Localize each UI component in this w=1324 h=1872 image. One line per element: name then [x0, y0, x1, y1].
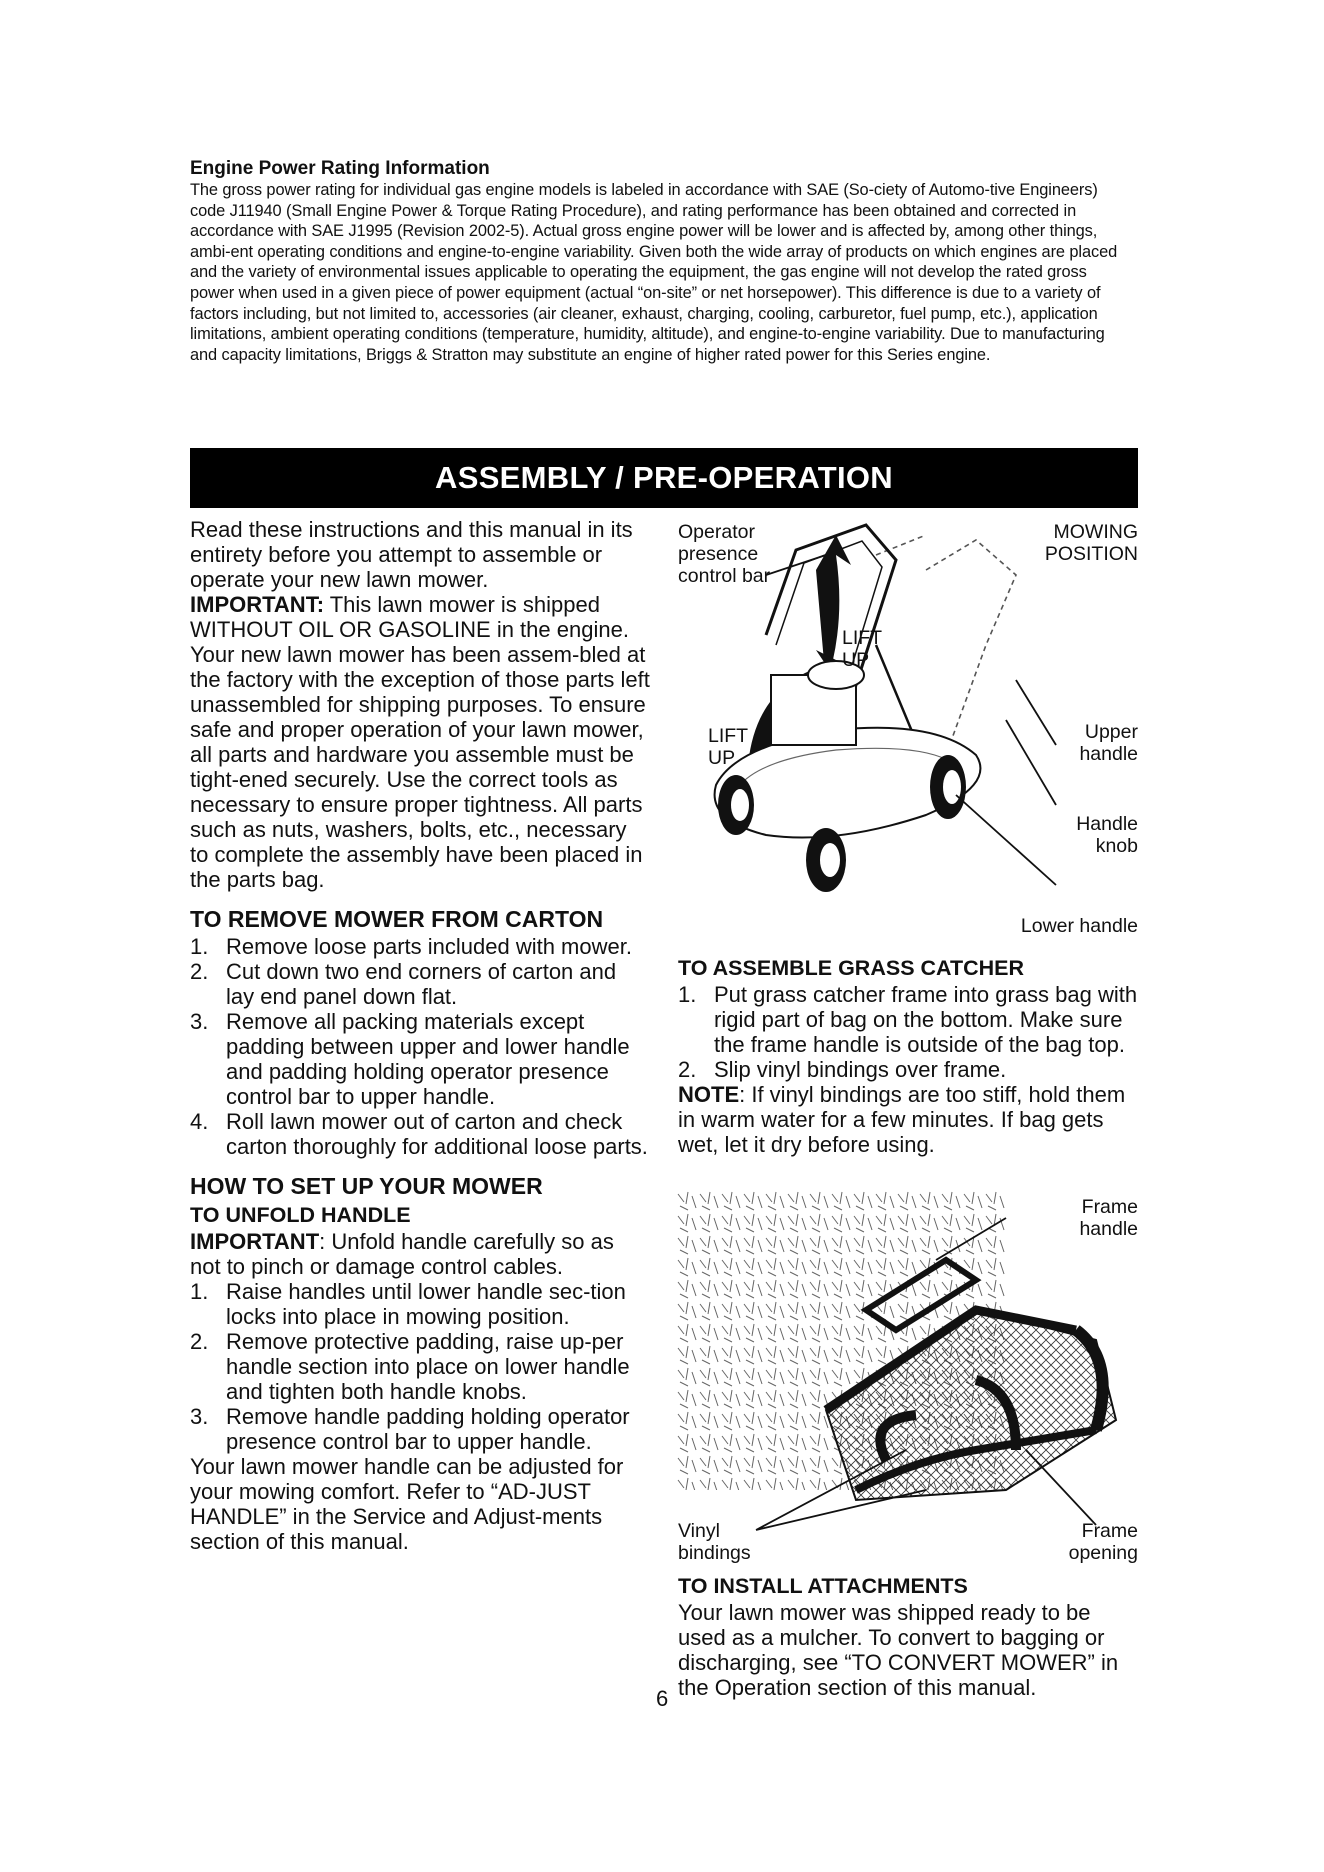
important-text: This lawn mower is shipped WITHOUT OIL OR GASOLINE in the engine.: [190, 592, 629, 642]
mower-figure: [676, 515, 1138, 945]
label-handle-knob: Handle knob: [1076, 813, 1138, 857]
unfold-steps: [190, 1279, 650, 1454]
remove-carton-heading: TO REMOVE MOWER FROM CARTON: [190, 906, 604, 932]
grass-catcher-illustration: [676, 1190, 1138, 1570]
page-number: 6: [656, 1686, 669, 1711]
important-label: IMPORTANT:: [190, 592, 325, 617]
adjust-handle-text: Your lawn mower handle can be adjusted for your mowing comfort. Refer to “AD-JUST HANDLE” in the Service and Adjust-ments section of this manual.: [190, 1454, 624, 1554]
left-column: [190, 517, 650, 1554]
attachments-heading: TO INSTALL ATTACHMENTS: [678, 1574, 968, 1598]
list-item: 3. Remove all packing materials except padding between upper and lower handle and padding holding operator presence control bar to upper handle.: [190, 1009, 630, 1109]
label-frame-opening: Frame opening: [1068, 1520, 1138, 1564]
grass-catcher-steps: [678, 982, 1138, 1082]
label-vinyl-bindings: Vinyl bindings: [678, 1520, 751, 1564]
label-operator-bar: Operator presence control bar: [678, 521, 771, 587]
list-item: 1. Raise handles until lower handle sec-tion locks into place in mowing position.: [190, 1279, 626, 1329]
attachments-section: [678, 1572, 1138, 1700]
section-banner: ASSEMBLY / PRE-OPERATION: [190, 448, 1138, 508]
list-item: 2. Remove protective padding, raise up-per handle section into place on lower handle and tighten both handle knobs.: [190, 1329, 630, 1404]
important-label: IMPORTANT: [190, 1229, 320, 1254]
intro-assembled-text: Your new lawn mower has been assem-bled at the factory with the exception of those parts left unassembled for shipping purposes. To ensure safe and proper operation of your lawn mower, all parts and hardware you assemble must be tight-ened securely. Use the correct tools as necessary to ensure proper tightness. All parts such as nuts, washers, bolts, etc., necessary to complete the assembly have been placed in the parts bag.: [190, 642, 650, 892]
label-upper-handle: Upper handle: [1079, 721, 1138, 765]
list-item: 1. Put grass catcher frame into grass bag with rigid part of bag on the bottom. Make sure the frame handle is outside of the bag top.: [678, 982, 1138, 1057]
attachments-text: Your lawn mower was shipped ready to be used as a mulcher. To convert to bagging or discharging, see “TO CONVERT MOWER” in the Operation section of this manual.: [678, 1600, 1119, 1700]
list-item: 1. Remove loose parts included with mower.: [190, 934, 632, 959]
grass-catcher-note: NOTE: If vinyl bindings are too stiff, hold them in warm water for a few minutes. If bag gets wet, let it dry before using.: [678, 1082, 1126, 1157]
label-frame-handle: Frame handle: [1079, 1196, 1138, 1240]
label-lift-up-top: LIFT UP: [842, 627, 883, 671]
engine-notice-body: The gross power rating for individual gas engine models is labeled in accordance with SAE (So-ciety of Automo-tive Engineers) code J11940 (Small Engine Power & Torque Rating Procedure), and rating performance has been obtained and corrected in accordance with SAE J1995 (Revision 2002-5). Actual gross engine power will be lower and is affected by, among other things, ambi-ent operating conditions and engine-to-engine variability. Given both the wide array of products on which engines are placed and the variety of environmental issues applicable to operating the equipment, the gas engine will not develop the rated gross power when used in a given piece of power equipment (actual “on-site” or net horsepower). This difference is due to a variety of factors including, but not limited to, accessories (air cleaner, exhaust, charging, cooling, carburetor, fuel pump, etc.), application limitations, ambient operating conditions (temperature, humidity, altitude), and engine-to-engine variability. Due to manufacturing and capacity limitations, Briggs & Stratton may substitute an engine of higher rated power for this Series engine.: [190, 181, 1118, 364]
label-mowing-position: MOWING POSITION: [1044, 521, 1138, 565]
intro-read-text: Read these instructions and this manual in its entirety before you attempt to assemble or operate your new lawn mower.: [190, 517, 633, 592]
engine-power-notice: [190, 158, 1135, 365]
list-item: 2. Cut down two end corners of carton and lay end panel down flat.: [190, 959, 617, 1009]
engine-notice-title: Engine Power Rating Information: [190, 158, 490, 179]
grass-catcher-section: [678, 954, 1138, 1157]
list-item: 2. Slip vinyl bindings over frame.: [678, 1057, 1007, 1082]
intro-important: [190, 592, 650, 642]
list-item: 4. Roll lawn mower out of carton and check carton thoroughly for additional loose parts.: [190, 1109, 648, 1159]
label-lift-up-left: LIFT UP: [708, 725, 749, 769]
grass-catcher-figure: [676, 1190, 1138, 1570]
label-lower-handle: Lower handle: [1020, 915, 1138, 937]
setup-heading: HOW TO SET UP YOUR MOWER: [190, 1173, 543, 1199]
unfold-handle-heading: TO UNFOLD HANDLE: [190, 1203, 411, 1227]
list-item: 3. Remove handle padding holding operator presence control bar to upper handle.: [190, 1404, 630, 1454]
unfold-important: IMPORTANT: Unfold handle carefully so as not to pinch or damage control cables.: [190, 1229, 614, 1279]
remove-carton-steps: [190, 934, 650, 1159]
grass-catcher-heading: TO ASSEMBLE GRASS CATCHER: [678, 956, 1025, 980]
